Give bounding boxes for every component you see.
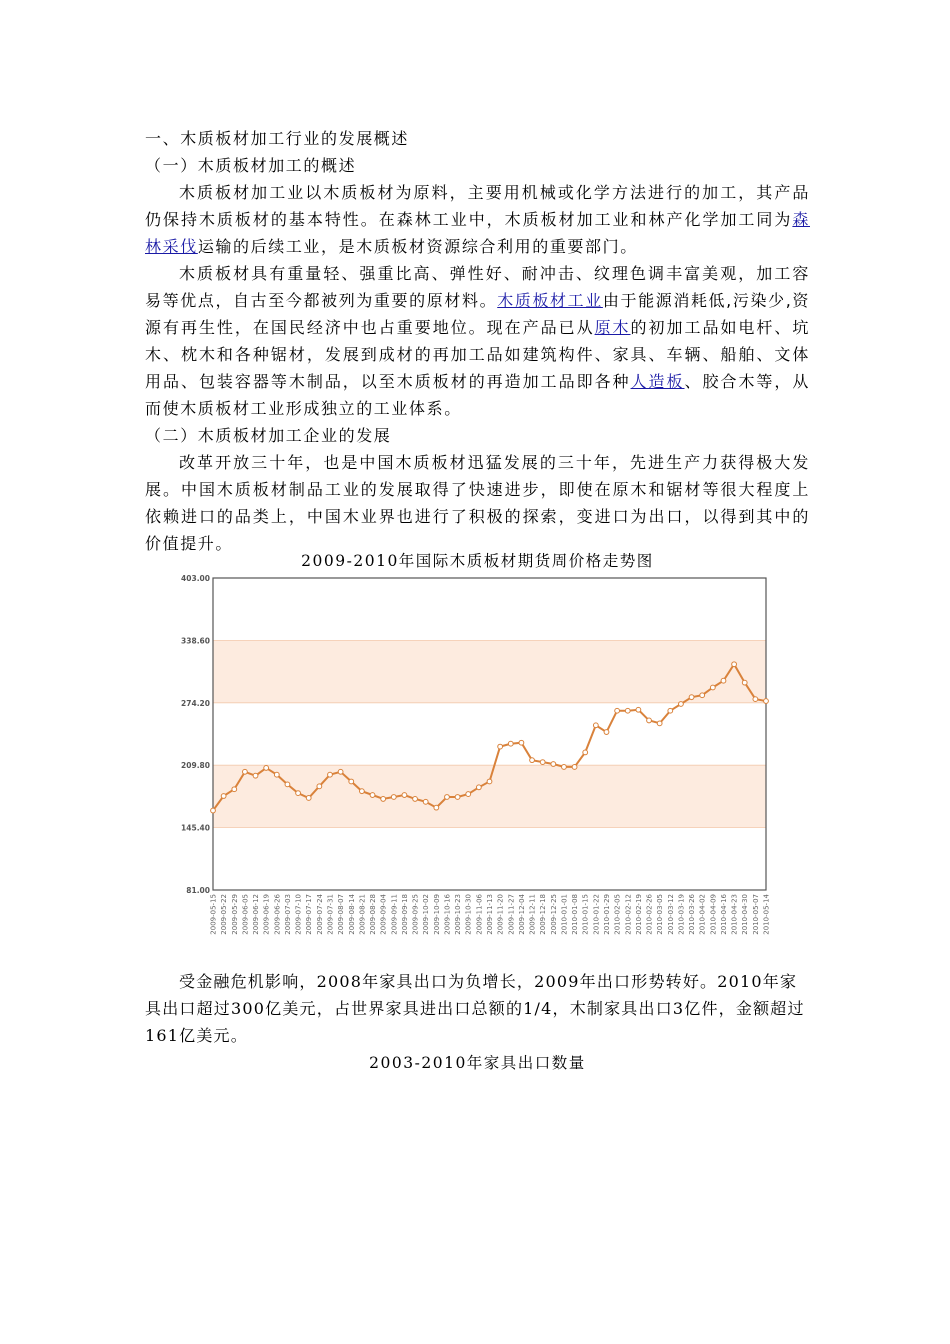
x-tick-label: 2009-07-31 [326,894,335,935]
x-tick-label: 2009-08-21 [358,894,367,935]
x-tick-label: 2009-12-04 [517,894,526,935]
data-point [540,760,545,765]
data-point [689,695,694,700]
data-point [562,765,567,770]
x-tick-label: 2010-02-12 [624,894,633,935]
paragraph-text: 木质板材加工业以木质板材为原料，主要用机械或化学方法进行的加工，其产品仍保持木质板材的基本特性。在森林工业中，木质板材加工业和林产化学加工同为 [145,183,810,229]
x-tick-label: 2009-07-10 [294,894,303,935]
x-tick-label: 2009-06-19 [262,894,271,935]
x-tick-label: 2009-11-06 [475,894,484,935]
link-forest-logging[interactable]: 森林采伐 [145,210,810,256]
paragraph-1 [145,179,810,260]
x-tick-label: 2009-05-29 [230,894,239,935]
x-tick-label: 2009-07-24 [315,894,324,935]
paragraph-2 [145,260,810,422]
data-point [391,795,396,800]
x-tick-label: 2010-04-30 [741,894,750,935]
x-tick-label: 2009-12-25 [549,894,558,935]
x-tick-label: 2010-03-26 [688,894,697,935]
data-point [572,765,577,770]
data-point [328,772,333,777]
data-point [657,721,662,726]
data-point [253,773,258,778]
data-point [476,785,481,790]
x-tick-label: 2009-09-18 [400,894,409,935]
x-tick-label: 2009-08-28 [369,894,378,935]
x-tick-label: 2009-05-15 [209,894,218,935]
data-point [604,730,609,735]
data-point [764,699,769,704]
data-point [306,796,311,801]
data-point [445,795,450,800]
chart-2-title: 2003-2010年家具出口数量 [369,1054,586,1072]
x-tick-label: 2009-06-05 [241,894,250,935]
x-tick-label: 2010-03-19 [677,894,686,935]
data-point [317,784,322,789]
paragraph-text: 木质板材具有重量轻、强重比高、弹性好、耐冲击、纹理色调丰富美观，加工容易等优点，自古至今都被列为重要的原材料。 [145,264,810,310]
data-point [742,680,747,685]
x-tick-label: 2009-10-30 [464,894,473,935]
data-point [732,662,737,667]
paragraph-text: 由于能源消耗低,污染少,资源有再生性，在国民经济中也占重要地位。现在产品已从 [145,291,810,337]
x-tick-label: 2009-08-14 [347,894,356,935]
data-point [593,723,598,728]
x-tick-label: 2009-10-23 [454,894,463,935]
x-tick-label: 2010-02-19 [634,894,643,935]
data-point [710,685,715,690]
data-point [296,791,301,796]
x-tick-label: 2009-12-11 [528,894,537,935]
section-heading: 一、木质板材加工行业的发展概述 [145,129,410,148]
data-point [668,708,673,713]
data-point [455,795,460,800]
data-point [721,678,726,683]
data-point [370,793,375,798]
data-point [615,708,620,713]
data-point [338,769,343,774]
x-tick-label: 2009-11-13 [486,894,494,935]
plot-area [213,578,766,890]
data-point [423,799,428,804]
x-tick-label: 2009-11-27 [507,894,516,935]
data-point [466,792,471,797]
x-tick-label: 2009-06-12 [252,894,261,935]
data-point [508,741,513,746]
x-tick-label: 2010-04-02 [698,894,707,935]
x-tick-label: 2010-01-22 [592,894,601,935]
paragraph-text: 受金融危机影响，2008年家具出口为负增长，2009年出口形势转好。2010年家具出口超过300亿美元，占世界家具进出口总额的1/4，木制家具出口3亿件，金额超过161亿美元。 [145,972,805,1045]
x-tick-label: 2010-01-08 [571,894,580,935]
x-tick-label: 2010-04-16 [719,894,728,935]
link-wood-board-industry[interactable]: 木质板材工业 [497,291,603,310]
data-point [636,707,641,712]
x-tick-label: 2009-05-22 [220,894,229,935]
x-tick-label: 2009-09-11 [390,894,399,935]
x-tick-label: 2009-06-26 [273,894,282,935]
x-tick-label: 2009-10-02 [422,894,431,935]
price-trend-chart [178,572,770,940]
y-tick-label: 403.00 [181,574,210,583]
data-point [530,758,535,763]
subsection-heading-2: （二）木质板材加工企业的发展 [145,426,392,445]
x-tick-label: 2010-04-23 [730,894,739,935]
data-point [700,693,705,698]
x-tick-label: 2010-01-15 [581,894,590,935]
data-point [274,772,279,777]
data-point [519,740,524,745]
x-tick-label: 2009-11-20 [496,894,505,935]
data-point [647,718,652,723]
data-point [232,787,237,792]
x-tick-label: 2009-12-18 [539,894,548,935]
x-tick-label: 2010-03-05 [656,894,665,935]
x-tick-label: 2010-03-12 [666,894,675,935]
y-tick-label: 274.20 [181,698,210,708]
data-point [625,708,630,713]
chart-title: 2009-2010年国际木质板材期货周价格走势图 [301,552,654,570]
data-point [583,750,588,755]
paragraph-text: 运输的后续工业，是木质板材资源综合利用的重要部门。 [197,237,638,256]
article-body [145,125,810,557]
x-tick-label: 2009-09-04 [379,894,388,935]
grid-band [213,640,766,702]
x-tick-label: 2009-07-03 [283,894,292,935]
data-point [349,779,354,784]
data-point [402,793,407,798]
y-tick-label: 145.40 [181,823,210,833]
x-tick-label: 2009-08-07 [337,894,346,935]
x-tick-label: 2009-10-16 [443,894,452,935]
subsection-heading: （一）木质板材加工的概述 [145,156,357,175]
y-tick-label: 209.80 [181,761,210,771]
data-point [413,797,418,802]
data-point [753,697,758,702]
data-point [243,769,248,774]
paragraph-text: 的初加工品如电杆、坑木、枕木和各种锯材，发展到成材的再加工品如建筑构件、家具、车辆、船舶、文体用品、包装容器等木制品，以至木质板材的再造加工品即各种 [145,318,810,391]
data-point [264,766,269,771]
data-point [285,782,290,787]
data-point [434,805,439,810]
x-tick-label: 2010-05-14 [762,894,770,935]
y-tick-label: 81.00 [186,886,210,895]
x-tick-label: 2009-09-25 [411,894,420,935]
x-tick-label: 2010-05-07 [751,894,760,935]
data-point [487,779,492,784]
article-continued [145,968,810,1073]
paragraph-text: 、胶合木等，从而使木质板材工业形成独立的工业体系。 [145,372,810,418]
data-point [381,797,386,802]
paragraph-4 [145,968,810,1049]
x-tick-label: 2010-01-29 [602,894,611,935]
data-point [211,808,216,813]
x-tick-label: 2010-02-05 [613,894,622,935]
data-point [551,762,556,767]
x-tick-label: 2009-07-17 [305,894,314,935]
x-tick-label: 2010-04-09 [709,894,718,935]
x-tick-label: 2010-01-01 [560,894,569,935]
grid-band [213,765,766,827]
y-tick-label: 338.60 [181,636,210,646]
data-point [359,789,364,794]
link-log[interactable]: 原木 [594,318,631,337]
data-point [498,744,503,749]
x-tick-label: 2010-02-26 [645,894,654,935]
data-point [221,794,226,799]
paragraph-3: 改革开放三十年，也是中国木质板材迅猛发展的三十年，先进生产力获得极大发展。中国木质板材制品工业的发展取得了快速进步，即使在原木和锯材等很大程度上依赖进口的品类上，中国木业界也进行了积极的探索，变进口为出口，以得到其中的价值提升。 [145,453,810,553]
data-point [679,702,684,707]
link-artificial-board[interactable]: 人造板 [630,372,685,391]
x-tick-label: 2009-10-09 [432,894,441,935]
